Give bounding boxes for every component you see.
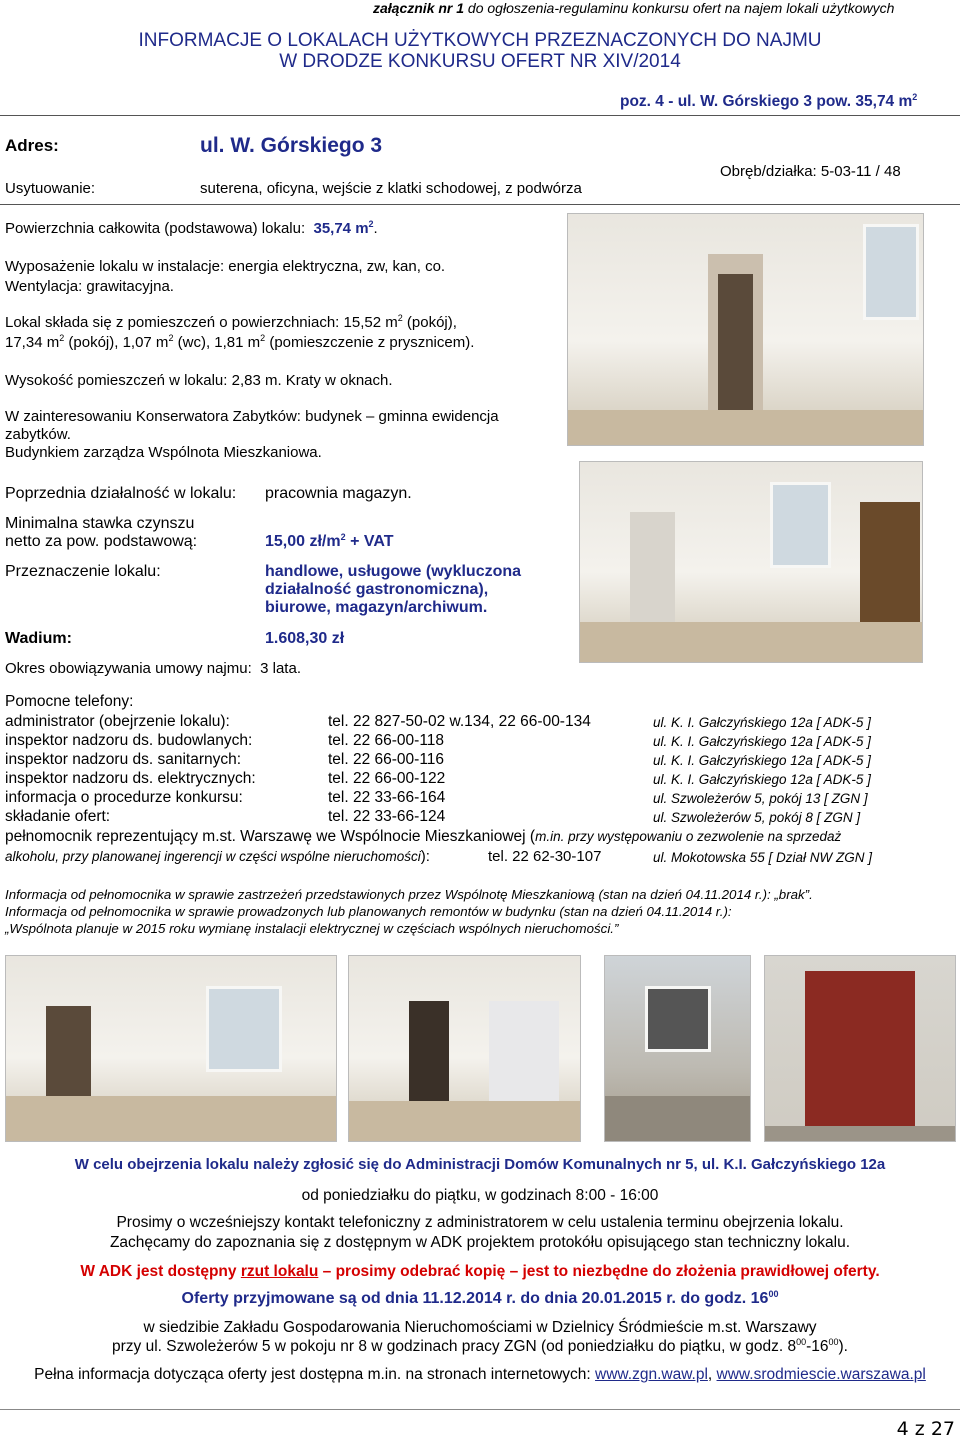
position-line: poz. 4 - ul. W. Górskiego 3 pow. 35,74 $m^2$ <box>620 92 918 110</box>
address-divider <box>0 204 960 205</box>
prev-activity-label: Poprzednia działalność w lokalu: <box>5 485 237 502</box>
interior-photo-2 <box>579 461 923 663</box>
location-value: suterena, oficyna, wejście z klatki schodowej, z podwórza <box>200 180 582 197</box>
interior-photo-3 <box>5 955 337 1142</box>
phones-heading: Pomocne telefony: <box>5 693 134 710</box>
phone-row: administrator (obejrzenie lokalu): tel. 22 827-50-02 w.134, 22 66-00-134 ul. K. I. Gałczyńskiego 12a [ ADK-5 ] <box>5 713 871 730</box>
phone-row: informacja o procedurze konkursu: tel. 22 33-66-164 ul. Szwoleżerów 5, pokój 13 [ ZGN ] <box>5 789 868 806</box>
header-divider <box>0 115 960 116</box>
purpose-value: handlowe, usługowe (wykluczona działalność gastronomiczna), biurowe, magazyn/archiwum. <box>265 563 522 616</box>
proxy-line-2: alkoholu, przy planowanej ingerencji w części wspólne nieruchomości): tel. 22 62-30-107 ul. Mokotowska 55 [ Dział NW ZGN ] <box>5 848 873 865</box>
term-row: Okres obowiązywania umowy najmu: 3 lata. <box>5 660 301 677</box>
visit-hours: od poniedziałku do piątku, w godzinach 8:00 - 16:00 <box>301 1187 659 1204</box>
offer-dates: Oferty przyjmowane są od dnia 11.12.2014 r. do dnia 20.01.2015 r. do godz. $16^{00}$ <box>181 1289 779 1307</box>
deposit-value: 1.608,30 zł <box>265 630 345 647</box>
entrance-door-photo <box>764 955 956 1142</box>
location-label: Usytuowanie: <box>5 180 96 197</box>
courtyard-photo <box>604 955 751 1142</box>
page-number: 4 z 27 <box>896 1418 955 1440</box>
srodmiescie-website-link[interactable]: www.srodmiescie.warszawa.pl <box>716 1366 926 1383</box>
document-title: INFORMACJE O LOKALACH UŻYTKOWYCH PRZEZNACZONYCH DO NAJMU W DRODZE KONKURSU OFERT NR XIV/2014 <box>138 30 822 72</box>
office-line-1: w siedzibie Zakładu Gospodarowania Nieruchomościami w Dzielnicy Śródmieście m.st. Warszawy <box>143 1319 817 1336</box>
rooms-text: Lokal składa się z pomieszczeń o powierzchniach: 15,52 $m^2$ (pokój), 17,34 $m^2$ (pokój), 1,07 $m^2$ (wc), 1,81 $m^2$ (pomieszczenie z prysznicem). <box>5 313 475 351</box>
phone-row: inspektor nadzoru ds. sanitarnych: tel. 22 66-00-116 ul. K. I. Gałczyńskiego 12a [ ADK-5 ] <box>5 751 871 768</box>
interior-photo-4 <box>348 955 581 1142</box>
rent-value: 15,00 $zł/m^2$ + VAT <box>265 532 394 550</box>
floor-plan-notice: W ADK jest dostępny rzut lokalu – prosimy odebrać kopię – jest to niezbędne do złożenia prawidłowej oferty. <box>80 1263 880 1280</box>
contact-line-2: Zachęcamy do zapoznania się z dostępnym w ADK projektem protokółu opisującego stan techniczny lokalu. <box>109 1234 851 1251</box>
floor-plan-link[interactable]: rzut lokalu <box>240 1263 319 1280</box>
conservator-text: W zainteresowaniu Konserwatora Zabytków: budynek – gminna ewidencja zabytków. Budynkiem zarządza Wspólnota Mieszkaniowa. <box>5 408 499 461</box>
proxy-notes: Informacja od pełnomocnika w sprawie zastrzeżeń przedstawionych przez Wspólnotę Mieszkaniową (stan na dzień 04.11.2014 r.): „brak”. Informacja od pełnomocnika w sprawie prowadzonych lub planowanych remontów w budynku (stan na dzień 04.11.2014 r.): „Wspólnota planuje w 2015 roku wymianę instalacji elektrycznej w częściach wspólnych nieruchomości.” <box>5 887 813 936</box>
utilities-text: Wyposażenie lokalu w instalacje: energia elektryczna, zw, kan, co. <box>5 258 446 275</box>
phone-row: inspektor nadzoru ds. budowlanych: tel. 22 66-00-118 ul. K. I. Gałczyńskiego 12a [ ADK-5 ] <box>5 732 871 749</box>
contact-line-1: Prosimy o wcześniejszy kontakt telefoniczny z administratorem w celu ustalenia terminu obejrzenia lokalu. <box>116 1214 844 1231</box>
purpose-label: Przeznaczenie lokalu: <box>5 563 161 580</box>
interior-photo-1 <box>567 213 924 446</box>
office-line-2: przy ul. Szwoleżerów 5 w pokoju nr 8 w godzinach pracy ZGN (od poniedziałku do piątku, w godz. $8^{00}-16^{00}$). <box>112 1337 848 1355</box>
total-area: Powierzchnia całkowita (podstawowa) lokalu: 35,74 $m^2$. <box>5 219 378 237</box>
height-text: Wysokość pomieszczeń w lokalu: 2,83 m. Kraty w oknach. <box>5 372 393 389</box>
zgn-website-link[interactable]: www.zgn.waw.pl <box>595 1366 708 1383</box>
deposit-label: Wadium: <box>5 630 72 647</box>
address-label: Adres: <box>5 136 59 155</box>
address-value: ul. W. Górskiego 3 <box>200 134 383 157</box>
annex-note: załącznik nr 1 do ogłoszenia-regulaminu konkursu ofert na najem lokali użytkowych <box>373 0 895 16</box>
ventilation-text: Wentylacja: grawitacyjna. <box>5 278 174 295</box>
prev-activity-value: pracownia magazyn. <box>265 485 412 502</box>
phone-row: składanie ofert: tel. 22 33-66-124 ul. Szwoleżerów 5, pokój 8 [ ZGN ] <box>5 808 861 825</box>
rent-label: Minimalna stawka czynszu netto za pow. podstawową: <box>5 515 198 550</box>
plot-info: Obręb/działka: 5-03-11 / 48 <box>720 163 901 180</box>
footer-divider <box>0 1409 960 1410</box>
visit-info: W celu obejrzenia lokalu należy zgłosić się do Administracji Domów Komunalnych nr 5, ul. K.I. Gałczyńskiego 12a <box>74 1156 886 1173</box>
website-info: Pełna informacja dotycząca oferty jest dostępna m.in. na stronach internetowych: www.zgn.waw.pl, www.srodmiescie.warszawa.pl <box>34 1366 926 1383</box>
proxy-line-1: pełnomocnik reprezentujący m.st. Warszawę we Wspólnocie Mieszkaniowej (m.in. przy występowaniu o zezwolenie na sprzedaż <box>5 828 842 845</box>
phone-row: inspektor nadzoru ds. elektrycznych: tel. 22 66-00-122 ul. K. I. Gałczyńskiego 12a [ ADK-5 ] <box>5 770 871 787</box>
